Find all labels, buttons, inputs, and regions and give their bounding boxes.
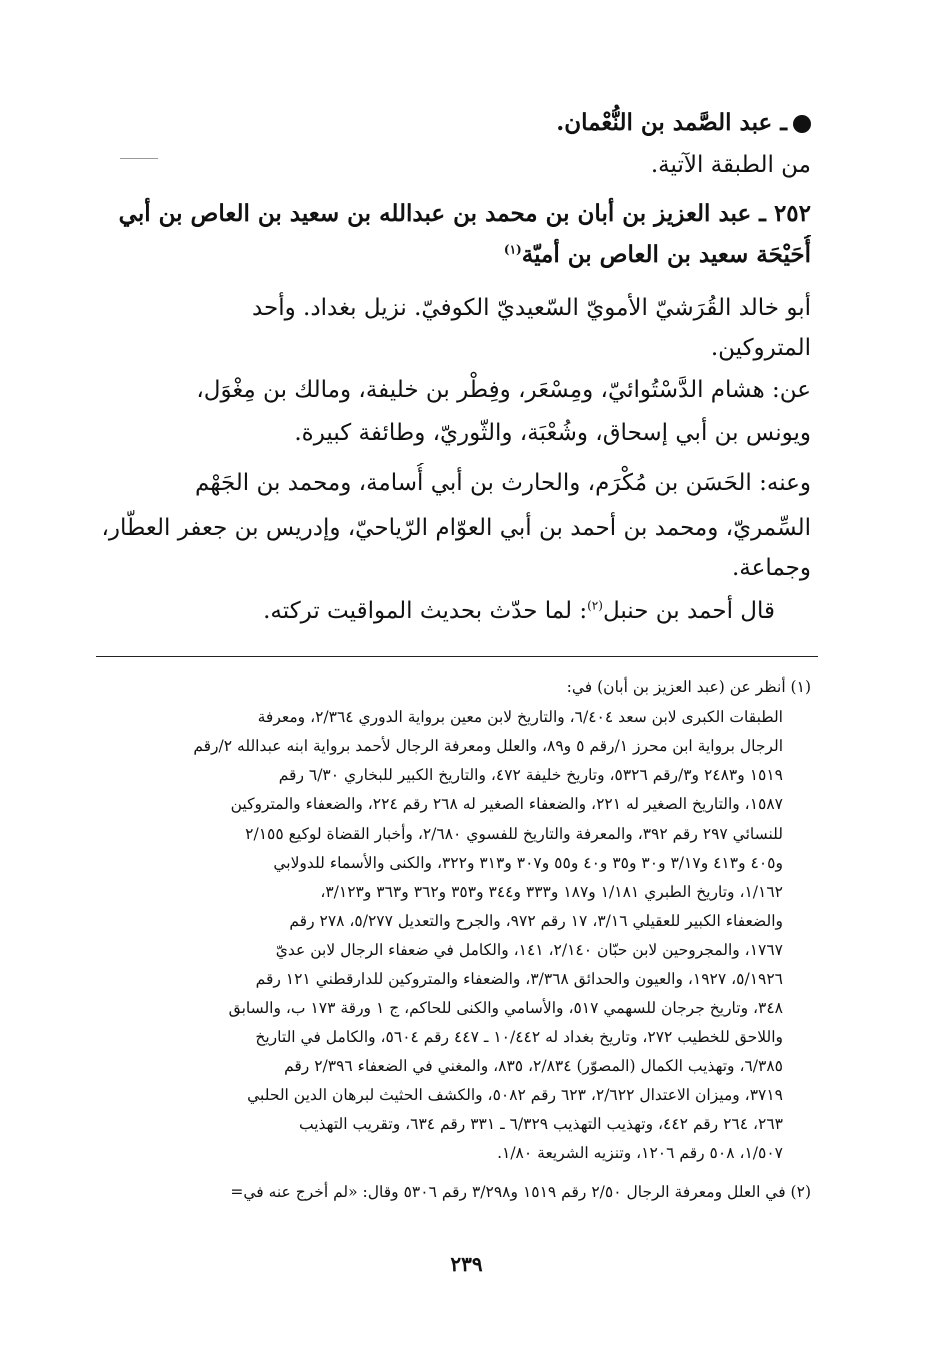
entry-quote: قال أحمد بن حنبل$^{(٢)}$: لما حدّث بحديث المواقيت تركته. [263,598,775,624]
bullet-icon [793,115,811,133]
footnote-1-line: (١) أنظر عن (عبد العزيز بن أبان) في: [566,678,811,696]
footnote-1-line: ١٥١٩ و٢٤٨٣ و٣/رقم ٥٣٢٦، وتاريخ خليفة ٤٧٢، والتاريخ الكبير للبخاري ٦/٣٠ رقم [278,766,783,784]
footnote-1-line: والضعفاء الكبير للعقيلي ٣/١٦، ١٧ رقم ٩٧٢، والجرح والتعديل ٥/٢٧٧، ٢٧٨ رقم [289,912,783,930]
entry-desc-line2: المتروكين. [710,335,811,361]
entry-to-line1: وعنه: الحَسَن بن مُكْرَم، والحارث بن أبي أُسامة، ومحمد بن الجَهْم [195,470,811,496]
entry-from-line1: عن: هشام الدَّسْتُوائيّ، ومِسْعَر، وفِطْر بن خليفة، ومالك بن مِغْوَل، [196,377,811,403]
entry-heading-line2: أُحَيْحَة سعيد بن العاص بن أميّة$^{(١)}$ [503,241,811,268]
footnote-1-line: ١/٥٠٧، ٥٠٨ رقم ١٢٠٦، وتنزيه الشريعة ١/٨٠. [497,1144,783,1162]
footnote-ref-1: (١) [503,242,522,257]
footnote-2-line: (٢) في العلل ومعرفة الرجال ٢/٥٠ رقم ١٥١٩ و٣/٢٩٨ رقم ٥٣٠٦ وقال: «لم أخرج عنه في= [230,1183,811,1201]
footnote-1-line: الرجال برواية ابن محرز ١/رقم ٥ و٨٩، والعلل ومعرفة الرجال لأحمد برواية ابنه عبدالله ٢/رقم [193,737,783,755]
entry-to-line2: السِّمريّ، ومحمد بن أحمد بن أبي العوّام الرّياحيّ، وإدريس بن جعفر العطّار، [101,515,811,541]
footnote-1-line: واللاحق للخطيب ٢٧٢، وتاريخ بغداد له ١٠/٤٤٢ ـ ٤٤٧ رقم ٥٦٠٤، والكامل في التاريخ [255,1028,783,1046]
entry-desc-line1: أبو خالد القُرَشيّ الأمويّ السّعيديّ الكوفيّ. نزيل بغداد. وأحد [251,295,811,321]
footnote-1-line: و٤٠٥ و٤١٣ و٣/١٧ و٣٠ و٣٥ و٤٠ و٥٥ و٣٠٧ و٣١٣ و٣٢٢، والكنى والأسماء للدولابي [273,854,783,872]
footnote-1-line: ٦/٣٨٥، وتهذيب الكمال (المصوّر) ٢/٨٣٤، ٨٣٥، والمغني في الضعفاء ٢/٣٩٦ رقم [284,1057,783,1075]
footnote-1-line: ٢٦٣، ٢٦٤ رقم ٤٤٢، وتهذيب التهذيب ٦/٣٢٩ ـ ٣٣١ رقم ٦٣٤، وتقريب التهذيب [299,1115,783,1133]
page-number: ٢٣٩ [450,1252,483,1276]
footnote-1-line: ١٥٨٧، والتاريخ الصغير له ٢٢١، والضعفاء الصغير له ٢٦٨ رقم ٢٢٤، والضعفاء والمتروكين [230,795,783,813]
footnote-1-line: ٥/١٩٢٦، ١٩٢٧، والعيون والحدائق ٣/٣٦٨، والضعفاء والمتروكين للدارقطني ١٢١ رقم [255,970,783,988]
entry-ref-note: من الطبقة الآتية. [650,152,811,178]
entry-ref-title: ـ عبد الصَّمد بن النُّعْمان. [96,103,811,143]
entry-heading-line1: ٢٥٢ ـ عبد العزيز بن أبان بن محمد بن عبدالله بن سعيد بن العاص بن أبي [118,200,811,227]
footnote-1-line: ١/١٦٢، وتاريخ الطبري ١/١٨١ و١٨٧ و٣٣٣ و٣٤٤ و٣٥٣ و٣٦٢ و٣٦٣ و٣/١٢٣، [320,883,783,901]
footnote-ref-2: (٢) [587,598,603,613]
footnote-1-line: للنسائي ٢٩٧ رقم ٣٩٢، والمعرفة والتاريخ للفسوي ٢/٦٨٠، وأخبار القضاة لوكيع ٢/١٥٥ [245,825,783,843]
footnote-divider [96,656,818,657]
footnote-1-line: ١٧٦٧، والمجروحين لابن حبّان ٢/١٤٠، ١٤١، والكامل في ضعفاء الرجال لابن عديّ [275,941,783,959]
entry-to-line3: وجماعة. [732,555,811,581]
entry-from-line2: ويونس بن أبي إسحاق، وشُعْبَة، والثّوريّ، وطائفة كبيرة. [294,420,811,446]
footnote-1-line: ٣٧١٩، وميزان الاعتدال ٢/٦٢٢، ٦٢٣ رقم ٥٠٨٢، والكشف الحثيث لبرهان الدين الحلبي [247,1086,783,1104]
footnote-1-line: ٣٤٨، وتاريخ جرجان للسهمي ٥١٧، والأسامي والكنى للحاكم، ج ١ ورقة ١٧٣ ب، والسابق [228,999,783,1017]
footnote-1-line: الطبقات الكبرى لابن سعد ٦/٤٠٤، والتاريخ لابن معين برواية الدوري ٢/٣٦٤، ومعرفة [257,708,783,726]
